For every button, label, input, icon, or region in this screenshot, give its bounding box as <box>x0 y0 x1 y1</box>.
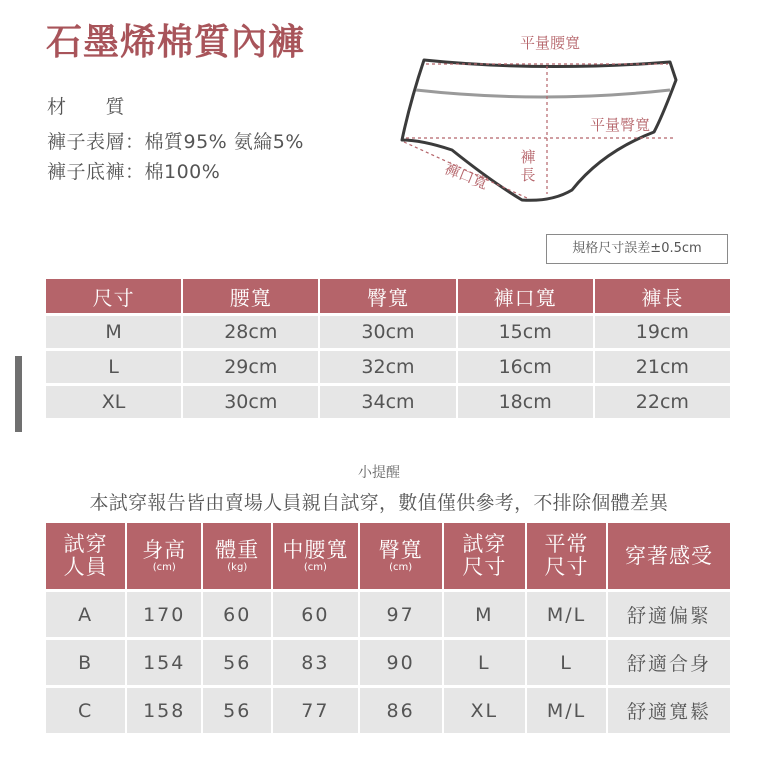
disclaimer-note: 本試穿報告皆由賣場人員親自試穿，數值僅供參考，不排除個體差異 <box>89 492 669 514</box>
page-title: 石墨烯棉質內褲 <box>46 22 306 63</box>
fit-header-waist: 中腰寬 (cm) <box>273 523 357 589</box>
table-row <box>46 592 730 637</box>
length-label-text: 褲長 <box>520 148 536 184</box>
size-header-hip: 臀寬 <box>320 279 455 313</box>
fit-header-usual-size: 平常 尺寸 <box>527 523 606 589</box>
size-table <box>44 276 732 421</box>
table-cell: 18cm <box>458 386 593 418</box>
table-cell: 29cm <box>183 351 318 383</box>
table-cell: L <box>46 351 181 383</box>
table-cell: 154 <box>127 640 201 685</box>
table-cell: 舒適寬鬆 <box>608 688 730 733</box>
table-cell: L <box>527 640 606 685</box>
table-cell: 83 <box>273 640 357 685</box>
table-cell: 舒適合身 <box>608 640 730 685</box>
table-cell: 28cm <box>183 316 318 348</box>
material-outer: 褲子表層：棉質95% 氨綸5% <box>47 131 304 153</box>
size-table-header-row <box>46 279 730 313</box>
fit-header-tester: 試穿 人員 <box>46 523 125 589</box>
table-cell: 21cm <box>595 351 730 383</box>
table-cell: 34cm <box>320 386 455 418</box>
table-cell: 170 <box>127 592 201 637</box>
fit-table-header-row <box>46 523 730 589</box>
table-cell: 16cm <box>458 351 593 383</box>
table-row <box>46 351 730 383</box>
table-cell: L <box>444 640 525 685</box>
table-cell: 90 <box>360 640 442 685</box>
material-lining: 褲子底褲：棉100% <box>47 161 221 183</box>
table-cell: 60 <box>203 592 271 637</box>
fit-header-trial-size: 試穿 尺寸 <box>444 523 525 589</box>
size-header-waist: 腰寬 <box>183 279 318 313</box>
table-cell: M/L <box>527 688 606 733</box>
table-cell: 60 <box>273 592 357 637</box>
table-cell: 舒適偏緊 <box>608 592 730 637</box>
size-header-size: 尺寸 <box>46 279 181 313</box>
table-cell: 15cm <box>458 316 593 348</box>
table-cell: A <box>46 592 125 637</box>
fit-header-weight: 體重 (kg) <box>203 523 271 589</box>
table-cell: B <box>46 640 125 685</box>
table-row <box>46 316 730 348</box>
leg-label: 褲口寬 <box>441 159 491 194</box>
table-row <box>46 688 730 733</box>
table-cell: 19cm <box>595 316 730 348</box>
table-cell: 56 <box>203 640 271 685</box>
table-cell: M <box>46 316 181 348</box>
tip-heading: 小提醒 <box>358 465 400 481</box>
table-row <box>46 640 730 685</box>
table-cell: 97 <box>360 592 442 637</box>
tolerance-note: 規格尺寸誤差±0.5cm <box>546 234 728 264</box>
size-header-leg: 褲口寬 <box>458 279 593 313</box>
fit-header-feeling: 穿著感受 <box>608 523 730 589</box>
table-cell: XL <box>444 688 525 733</box>
fit-header-height: 身高 (cm) <box>127 523 201 589</box>
table-cell: 30cm <box>320 316 455 348</box>
waist-label: 平量腰寬 <box>519 34 581 52</box>
hip-label: 平量臀寬 <box>589 116 651 134</box>
size-header-length: 褲長 <box>595 279 730 313</box>
table-cell: 158 <box>127 688 201 733</box>
table-cell: 86 <box>360 688 442 733</box>
underwear-diagram <box>392 22 692 222</box>
table-cell: C <box>46 688 125 733</box>
table-cell: 77 <box>273 688 357 733</box>
scroll-indicator <box>15 356 22 432</box>
table-cell: 22cm <box>595 386 730 418</box>
table-row <box>46 386 730 418</box>
table-cell: XL <box>46 386 181 418</box>
table-cell: M/L <box>527 592 606 637</box>
fit-report-table <box>44 520 732 736</box>
table-cell: M <box>444 592 525 637</box>
table-cell: 56 <box>203 688 271 733</box>
material-heading: 材 質 <box>47 96 126 118</box>
table-cell: 32cm <box>320 351 455 383</box>
fit-header-hip: 臀寬 (cm) <box>360 523 442 589</box>
table-cell: 30cm <box>183 386 318 418</box>
